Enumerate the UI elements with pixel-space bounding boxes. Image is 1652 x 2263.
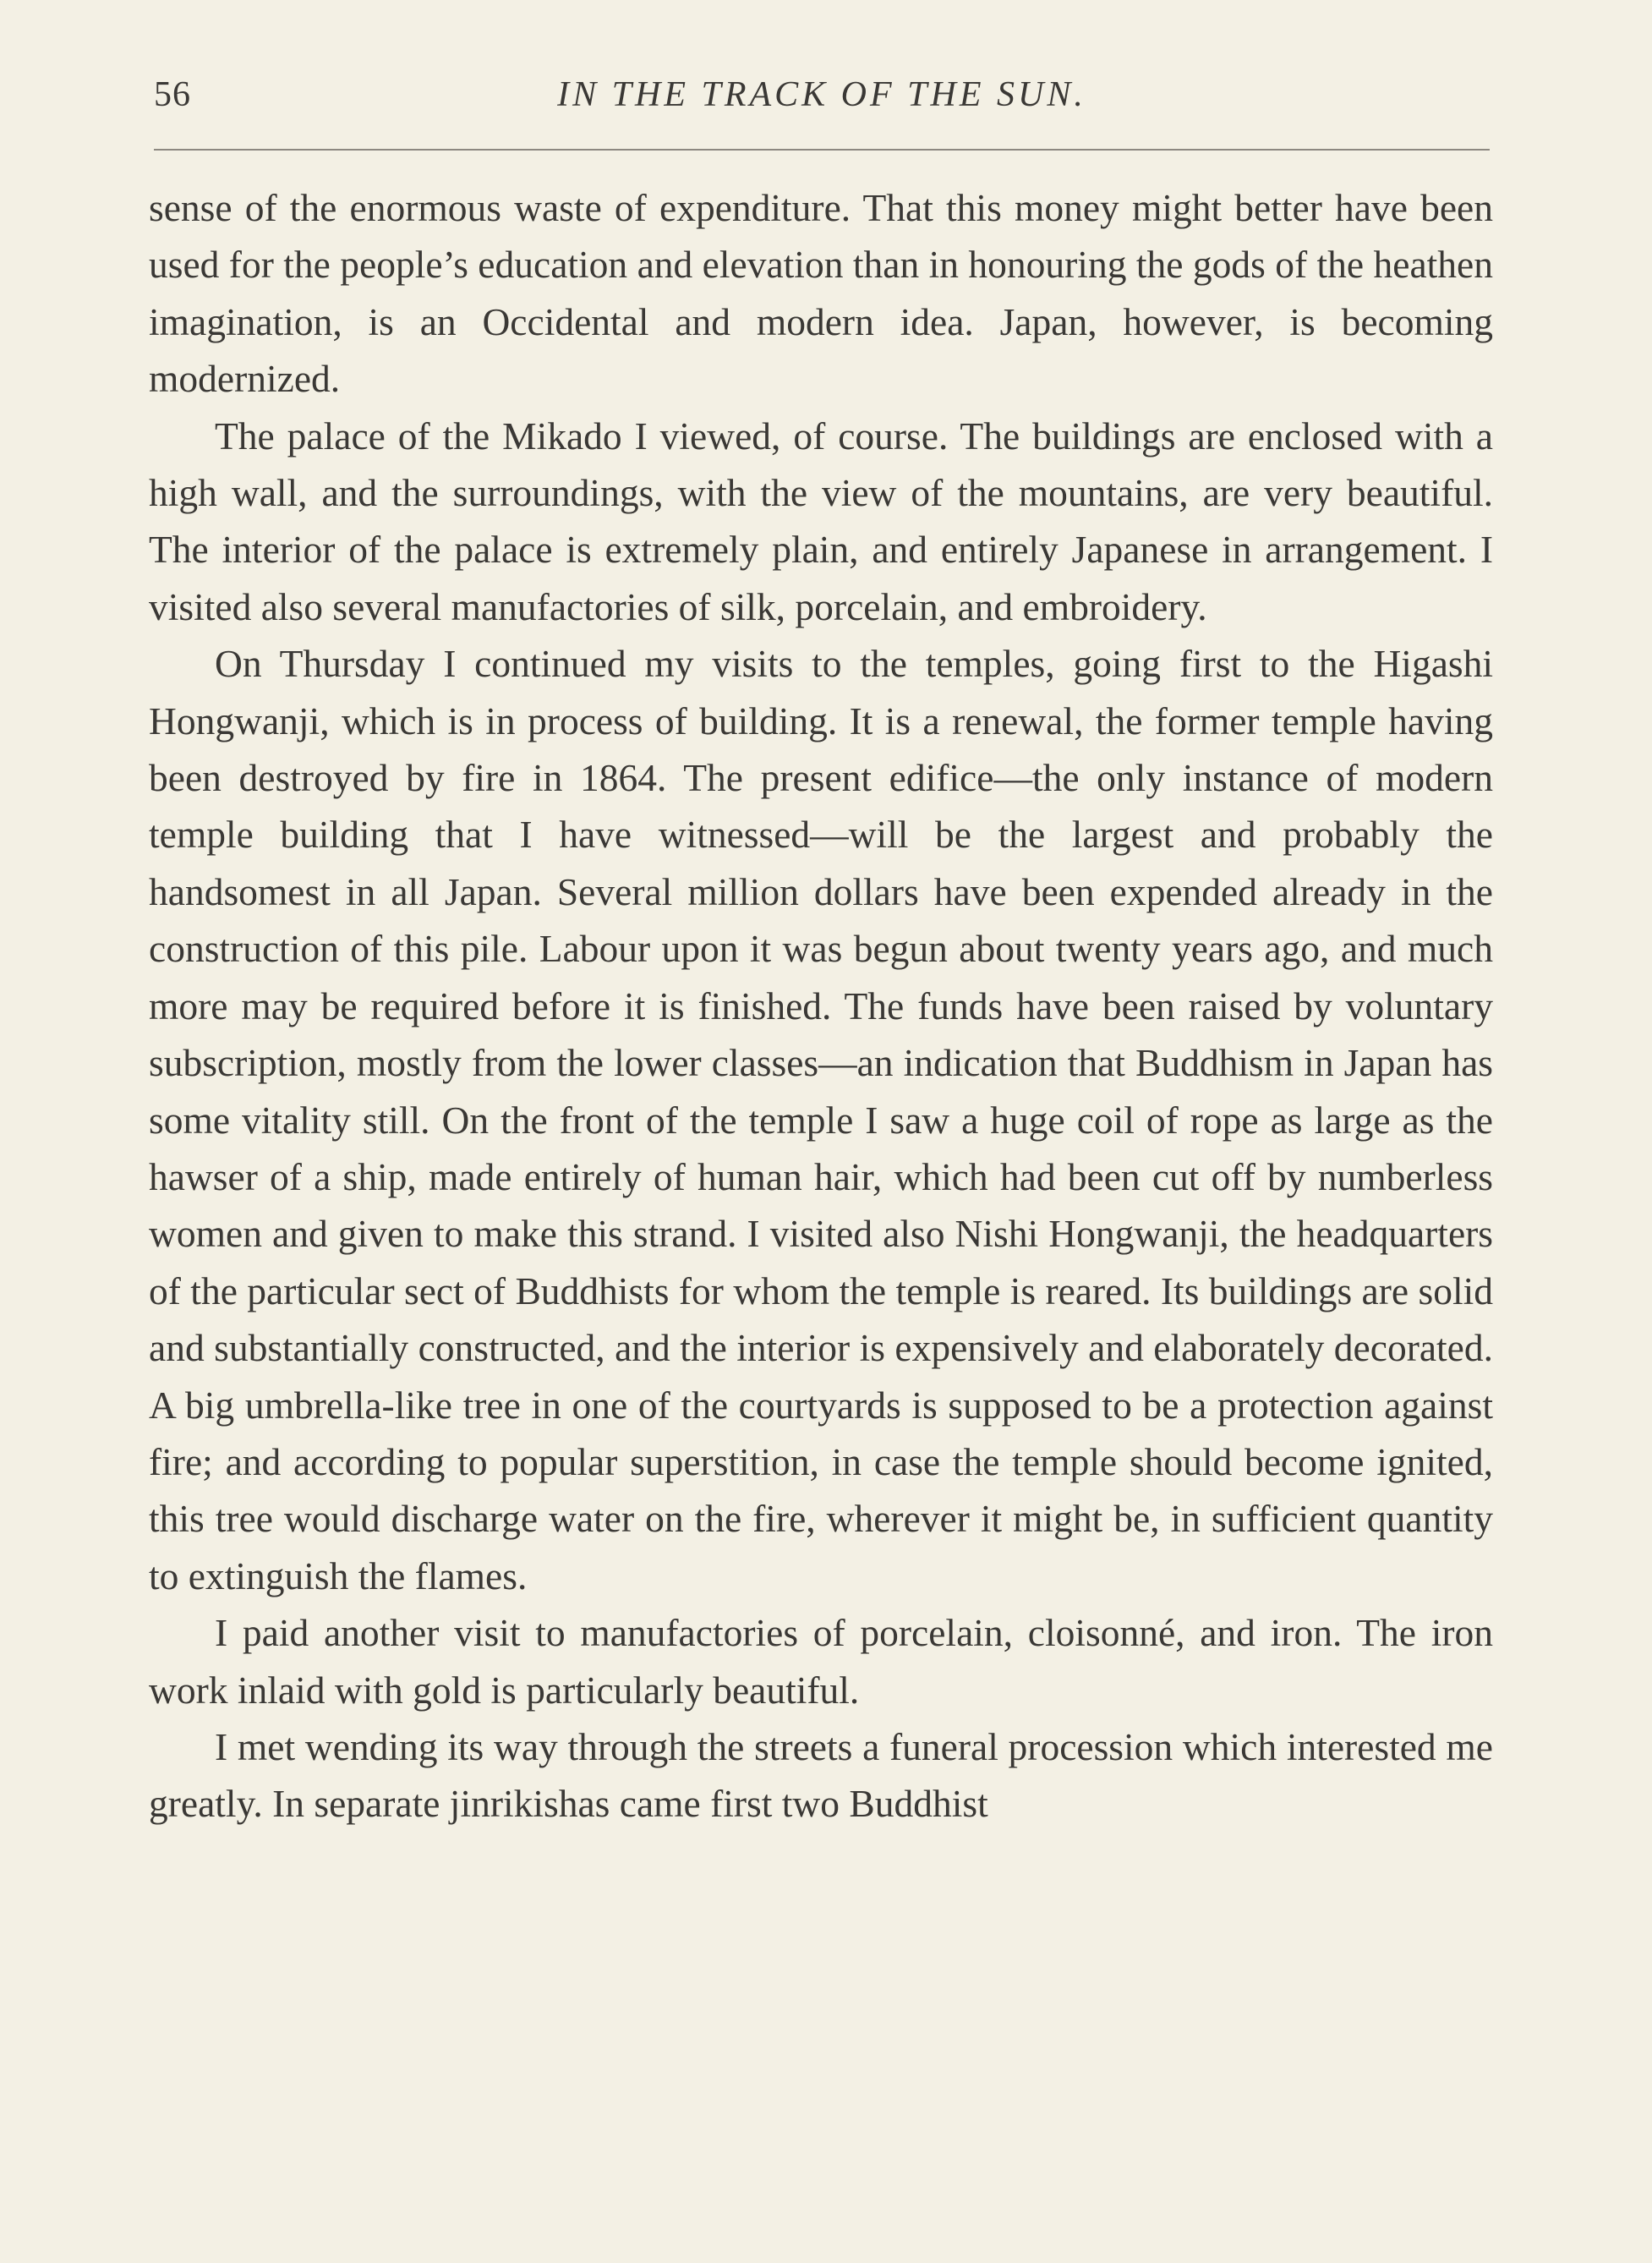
paragraph: I met wending its way through the streets a funeral procession which interested me greatly. In separate jinrikishas came first two Buddhist: [149, 1724, 1493, 1826]
paragraph: The palace of the Mikado I viewed, of course. The buildings are enclosed with a high wall, and the surroundings, with the view of the mountains, are very beautiful. The interior of the palace is extremely plain, and entirely Japanese in arrangement. I visited also several manufactories of silk, porcelain, and embroidery.: [149, 414, 1493, 628]
paragraph: On Thursday I continued my visits to the temples, going first to the Higashi Hongwanji, which is in process of building. It is a renewal, the former temple having been destroyed by fire in 1864. The present edifice—the only instance of modern temple building that I have witnessed—will be the largest and probably the handsomest in all Japan. Several million dollars have been expended already in the construction of this pile. Labour upon it was begun about twenty years ago, and much more may be required before it is finished. The funds have been raised by voluntary subscription, mostly from the lower classes—an indication that Buddhism in Japan has some vitality still. On the front of the temple I saw a huge coil of rope as large as the hawser of a ship, made entirely of human hair, which had been cut off by numberless women and given to make this strand. I visited also Nishi Hongwanji, the headquarters of the particular sect of Buddhists for whom the temple is reared. Its buildings are solid and substantially constructed, and the interior is expensively and elaborately decorated. A big umbrella-like tree in one of the courtyards is supposed to be a protection against fire; and according to popular superstition, in case the temple should become ignited, this tree would discharge water on the fire, wherever it might be, in sufficient quantity to extinguish the flames.: [149, 642, 1493, 1597]
page-number: 56: [154, 75, 191, 114]
body-text: [149, 179, 1493, 1833]
running-head-title: IN THE TRACK OF THE SUN.: [557, 75, 1086, 114]
paragraph: I paid another visit to manufactories of porcelain, cloisonné, and iron. The iron work inlaid with gold is particularly beautiful.: [149, 1611, 1493, 1712]
header-rule: [154, 149, 1490, 151]
paragraph: sense of the enormous waste of expenditure. That this money might better have been used for the people’s education and elevation than in honouring the gods of the heathen imagination, is an Occidental and modern idea. Japan, however, is becoming modernized.: [149, 186, 1493, 401]
running-head: [154, 69, 1490, 120]
